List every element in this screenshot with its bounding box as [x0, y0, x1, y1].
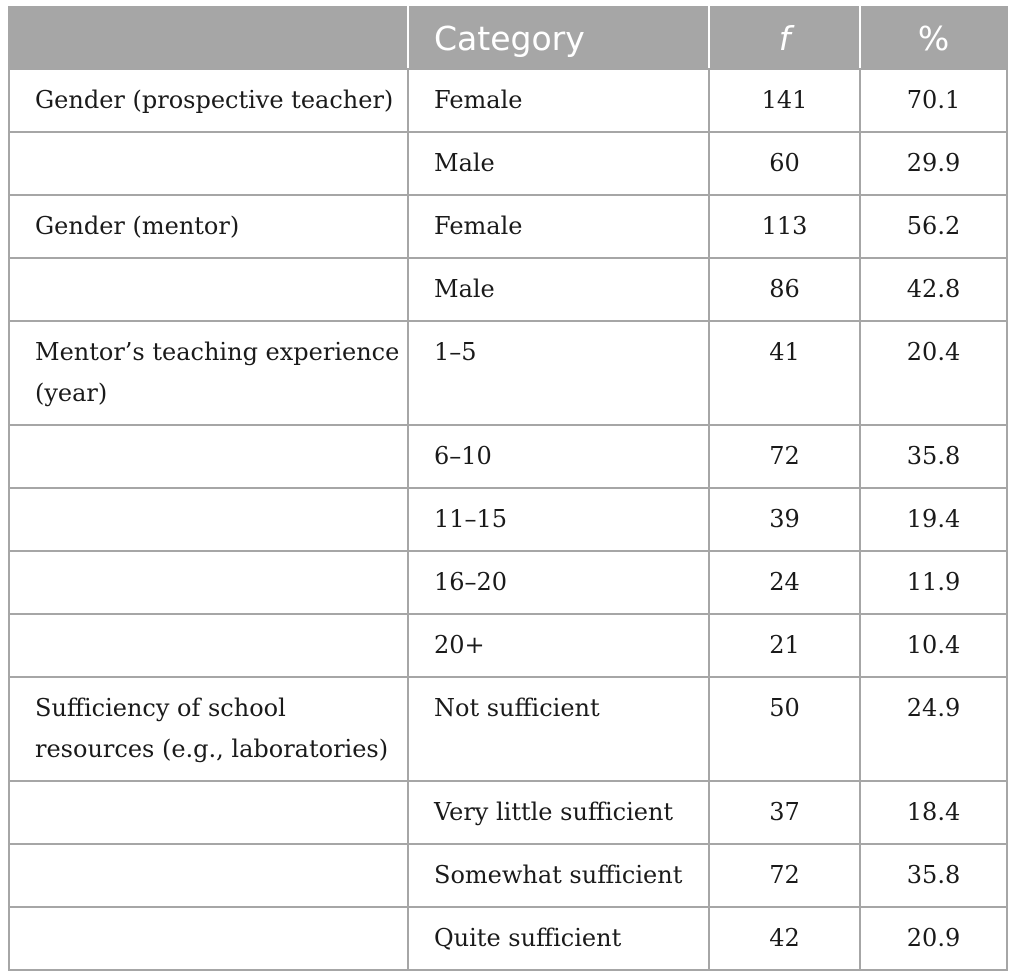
table-row [9, 69, 1007, 132]
variable-cell: Gender (mentor) [9, 195, 408, 258]
header-variable [9, 7, 408, 69]
category-cell: Female [408, 195, 709, 258]
table-row [9, 321, 1007, 425]
percent-cell: 70.1 [860, 69, 1007, 132]
percent-cell: 18.4 [860, 781, 1007, 844]
category-cell: Female [408, 69, 709, 132]
table-row [9, 551, 1007, 614]
category-cell: Somewhat sufficient [408, 844, 709, 907]
variable-cell [9, 551, 408, 614]
variable-cell: Sufficiency of school resources (e.g., laboratories) [9, 677, 408, 781]
header-frequency: f [709, 7, 860, 69]
table-row [9, 844, 1007, 907]
frequency-cell: 24 [709, 551, 860, 614]
frequency-cell: 42 [709, 907, 860, 970]
variable-cell [9, 132, 408, 195]
header-percent: % [860, 7, 1007, 69]
category-cell: Not sufficient [408, 677, 709, 781]
variable-cell: Mentor’s teaching experience (year) [9, 321, 408, 425]
table-row [9, 258, 1007, 321]
category-cell: 11–15 [408, 488, 709, 551]
frequency-cell: 39 [709, 488, 860, 551]
frequency-cell: 141 [709, 69, 860, 132]
frequency-cell: 86 [709, 258, 860, 321]
percent-cell: 19.4 [860, 488, 1007, 551]
data-table [8, 6, 1008, 971]
variable-cell [9, 425, 408, 488]
variable-cell: Gender (prospective teacher) [9, 69, 408, 132]
frequency-cell: 113 [709, 195, 860, 258]
category-cell: 6–10 [408, 425, 709, 488]
table-row [9, 488, 1007, 551]
category-cell: 16–20 [408, 551, 709, 614]
variable-cell [9, 781, 408, 844]
table-row [9, 614, 1007, 677]
percent-cell: 20.4 [860, 321, 1007, 425]
variable-cell [9, 488, 408, 551]
frequency-cell: 41 [709, 321, 860, 425]
percent-cell: 42.8 [860, 258, 1007, 321]
frequency-cell: 72 [709, 844, 860, 907]
percent-cell: 10.4 [860, 614, 1007, 677]
table-row [9, 132, 1007, 195]
percent-cell: 35.8 [860, 425, 1007, 488]
variable-cell [9, 844, 408, 907]
category-cell: Very little sufficient [408, 781, 709, 844]
percent-cell: 11.9 [860, 551, 1007, 614]
frequency-cell: 37 [709, 781, 860, 844]
category-cell: Quite sufficient [408, 907, 709, 970]
variable-cell [9, 907, 408, 970]
frequency-cell: 50 [709, 677, 860, 781]
category-cell: Male [408, 132, 709, 195]
percent-cell: 20.9 [860, 907, 1007, 970]
table-row [9, 195, 1007, 258]
percent-cell: 29.9 [860, 132, 1007, 195]
table-row [9, 677, 1007, 781]
header-row [9, 7, 1007, 69]
variable-cell [9, 258, 408, 321]
table-row [9, 781, 1007, 844]
category-cell: 1–5 [408, 321, 709, 425]
frequency-cell: 72 [709, 425, 860, 488]
variable-cell [9, 614, 408, 677]
percent-cell: 24.9 [860, 677, 1007, 781]
category-cell: Male [408, 258, 709, 321]
frequency-cell: 60 [709, 132, 860, 195]
frequency-cell: 21 [709, 614, 860, 677]
table-row [9, 425, 1007, 488]
table-row [9, 907, 1007, 970]
category-cell: 20+ [408, 614, 709, 677]
percent-cell: 56.2 [860, 195, 1007, 258]
header-category: Category [408, 7, 709, 69]
percent-cell: 35.8 [860, 844, 1007, 907]
